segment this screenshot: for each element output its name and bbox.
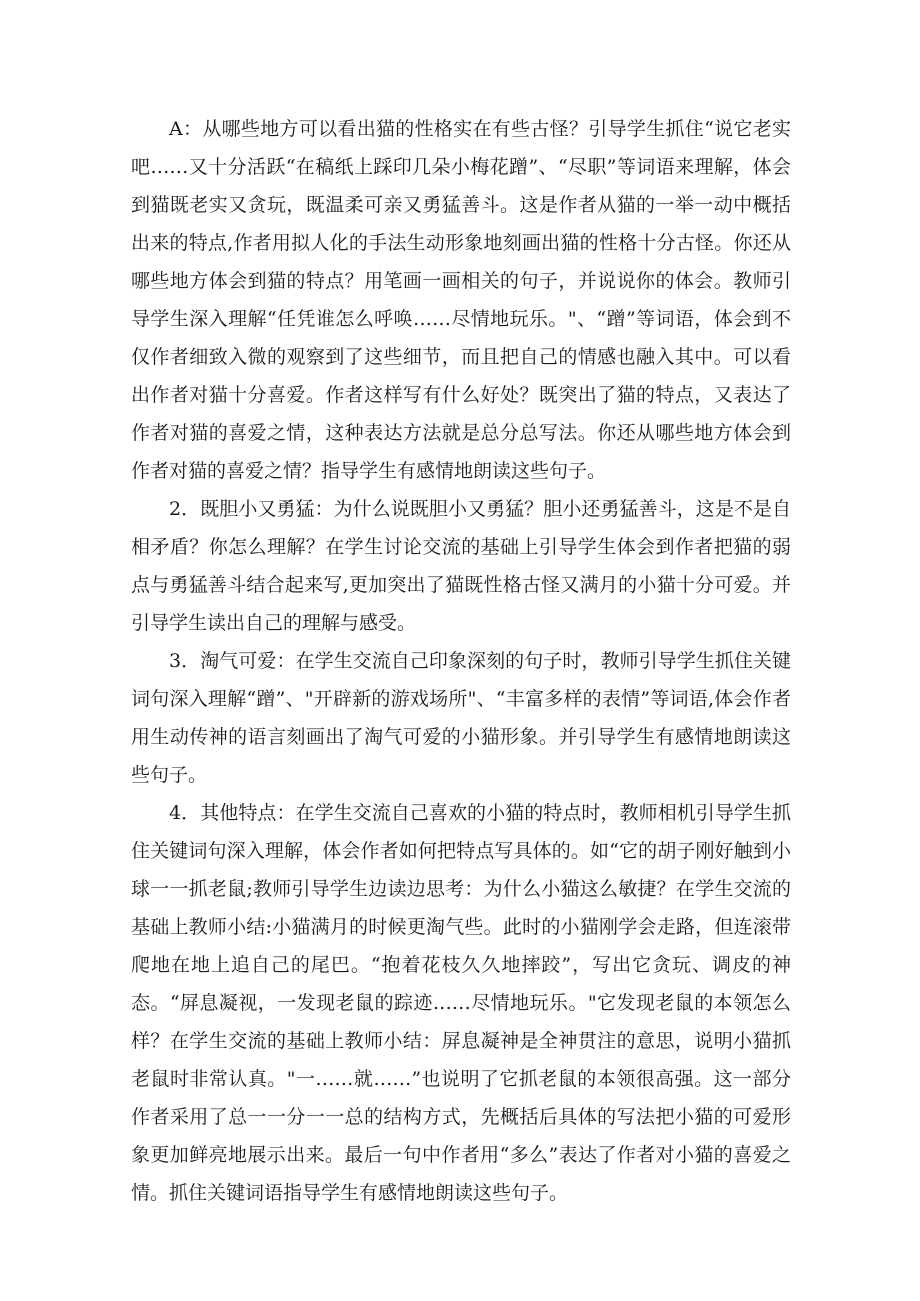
paragraph-4: 4．其他特点：在学生交流自己喜欢的小猫的特点时，教师相机引导学生抓住关键词句深入理解，体会作者如何把特点写具体的。如“它的胡子刚好触到小球一一抓老鼠;教师引导学生边读边思考：为什么小猫这么敏捷？在学生交流的基础上教师小结:小猫满月的时候更淘气些。此时的小猫刚学会走路，但连滚带爬地在地上追自己的尾巴。“抱着花枝久久地摔跤”，写出它贪玩、调皮的神态。“屏息凝视，一发现老鼠的踪迹……尽情地玩乐。"它发现老鼠的本领怎么样？在学生交流的基础上教师小结：屏息凝神是全神贯注的意思，说明小猫抓老鼠时非常认真。"一……就……”也说明了它抓老鼠的本领很高强。这一部分作者采用了总一一分一一总的结构方式，先概括后具体的写法把小猫的可爱形象更加鲜亮地展示出来。最后一句中作者用“多么”表达了作者对小猫的喜爱之情。抓住关键词语指导学生有感情地朗读这些句子。 bbox=[131, 802, 791, 1204]
paragraph-a: A：从哪些地方可以看出猫的性格实在有些古怪？引导学生抓住“说它老实吧……又十分活跃“在稿纸上踩印几朵小梅花蹭”、“尽职”等词语来理解，体会到猫既老实又贪玩，既温柔可亲又勇猛善斗。这是作者从猫的一举一动中概括出来的特点,作者用拟人化的手法生动形象地刻画出猫的性格十分古怪。你还从哪些地方体会到猫的特点？用笔画一画相关的句子，并说说你的体会。教师引导学生深入理解“任凭谁怎么呼唤……尽情地玩乐。"、“蹭”等词语，体会到不仅作者细致入微的观察到了这些细节，而且把自己的情感也融入其中。可以看出作者对猫十分喜爱。作者这样写有什么好处？既突出了猫的特点，又表达了作者对猫的喜爱之情，这种表达方法就是总分总写法。你还从哪些地方体会到作者对猫的喜爱之情？指导学生有感情地朗读这些句子。 bbox=[131, 118, 791, 482]
paragraph-3: 3．淘气可爱：在学生交流自己印象深刻的句子时，教师引导学生抓住关键词句深入理解“蹭”、"开辟新的游戏场所"、“丰富多样的表情”等词语,体会作者用生动传神的语言刻画出了淘气可爱的小猫形象。并引导学生有感情地朗读这些句子。 bbox=[131, 650, 791, 786]
document-body bbox=[131, 110, 791, 1212]
paragraph-2: 2．既胆小又勇猛：为什么说既胆小又勇猛？胆小还勇猛善斗，这是不是自相矛盾？你怎么理解？在学生讨论交流的基础上引导学生体会到作者把猫的弱点与勇猛善斗结合起来写,更加突出了猫既性格古怪又满月的小猫十分可爱。并引导学生读出自己的理解与感受。 bbox=[131, 498, 791, 634]
